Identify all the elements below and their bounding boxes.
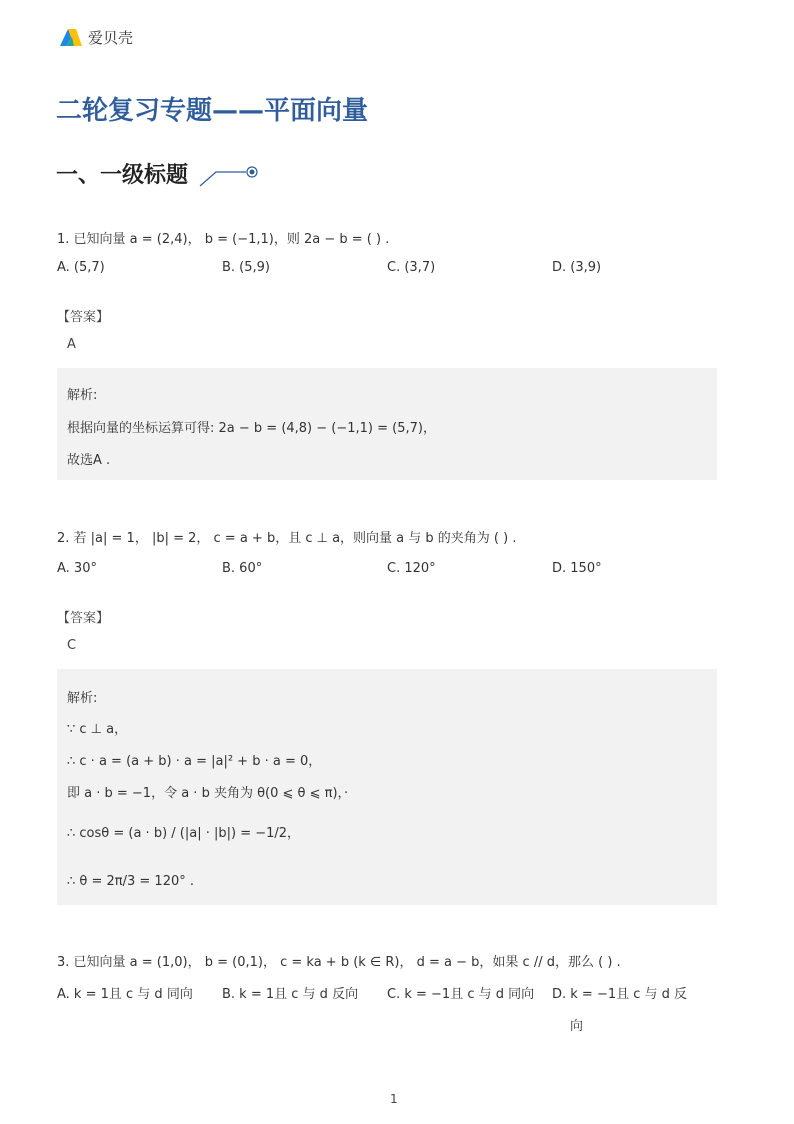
question-3-stem: 3. 已知向量 a = (1,0)， b = (0,1)， c = ka + b (k ∈ R)， d = a − b，如果 c // d，那么 ( ) . [57, 955, 621, 970]
question-2-stem: 2. 若 |a| = 1， |b| = 2， c = a + b，且 c ⊥ a，则向量 a 与 b 的夹角为 ( ) . [57, 531, 517, 546]
question-1-analysis [57, 368, 717, 480]
question-2-answer-label: 【答案】 [57, 611, 110, 626]
question-3-option-d: D. k = −1且 c 与 d 反 [552, 987, 688, 1002]
analysis-line: 根据向量的坐标运算可得: 2a − b = (4,8) − (−1,1) = (5,7)， [67, 421, 436, 436]
analysis-line: ∴ c · a = (a + b) · a = |a|² + b · a = 0， [67, 754, 322, 769]
shell-logo-icon [58, 27, 84, 47]
question-1-answer: A [67, 337, 76, 352]
question-1-stem: 1. 已知向量 a = (2,4)， b = (−1,1)，则 2a − b = ( ) . [57, 232, 390, 247]
analysis-line: 故选A . [67, 453, 111, 468]
section-heading: 一、一级标题 [56, 163, 189, 188]
question-2-answer: C [67, 638, 77, 653]
question-3-option-c: C. k = −1且 c 与 d 同向 [387, 987, 535, 1002]
question-1-option-c: C. (3,7) [387, 260, 436, 275]
analysis-line: 即 a · b = −1，令 a · b 夹角为 θ(0 ⩽ θ ⩽ π)，· [67, 786, 349, 801]
analysis-line: ∵ c ⊥ a， [67, 722, 128, 737]
question-1-option-a: A. (5,7) [57, 260, 105, 275]
question-3-option-a: A. k = 1且 c 与 d 同向 [57, 987, 193, 1002]
question-1-answer-label: 【答案】 [57, 310, 110, 325]
question-3-option-b: B. k = 1且 c 与 d 反向 [222, 987, 359, 1002]
question-2-analysis [57, 669, 717, 905]
analysis-line: 解析: [67, 691, 98, 706]
question-1-option-b: B. (5,9) [222, 260, 271, 275]
page-number: 1 [390, 1092, 398, 1106]
analysis-line: ∴ θ = 2π/3 = 120° . [67, 874, 194, 889]
question-2-option-c: C. 120° [387, 561, 436, 576]
question-2-option-b: B. 60° [222, 561, 263, 576]
question-2-option-a: A. 30° [57, 561, 97, 576]
document-title: 二轮复习专题——平面向量 [56, 96, 369, 126]
analysis-line: 解析: [67, 388, 98, 403]
question-2-option-d: D. 150° [552, 561, 602, 576]
brand-name: 爱贝壳 [88, 28, 134, 47]
brand-logo [58, 26, 133, 48]
question-3-option-d-wrap: 向 [570, 1019, 584, 1034]
question-1-option-d: D. (3,9) [552, 260, 602, 275]
analysis-line: ∴ cosθ = (a · b) / (|a| · |b|) = −1/2， [67, 826, 301, 841]
heading-decoration-icon [198, 162, 268, 188]
